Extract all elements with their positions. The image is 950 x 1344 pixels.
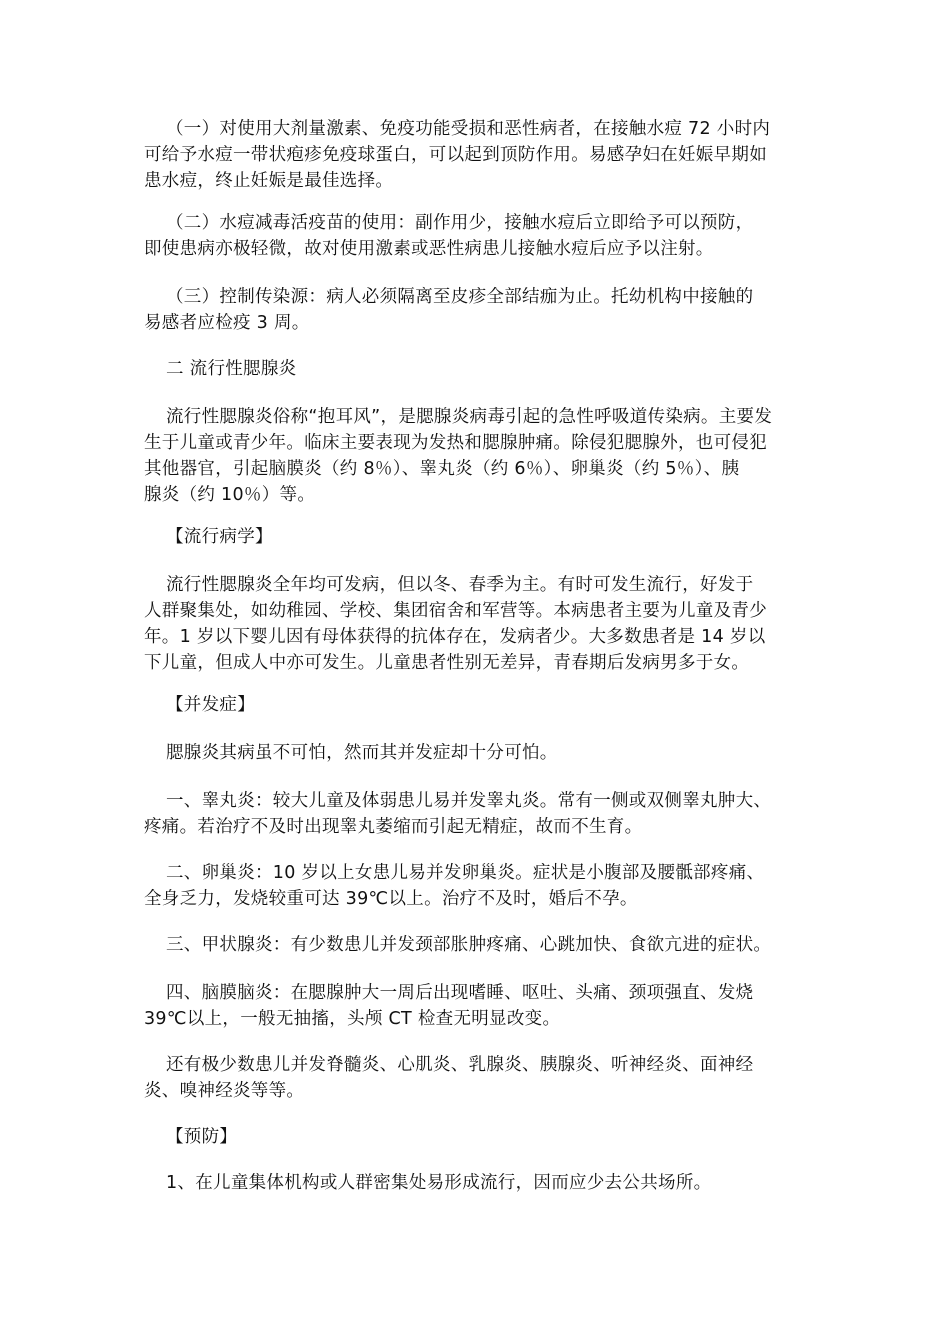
paragraph-prevention-1	[144, 1170, 812, 1196]
text-line: 流行性腮腺炎全年均可发病，但以冬、春季为主。有时可发生流行，好发于	[166, 575, 754, 595]
text-line: 1、在儿童集体机构或人群密集处易形成流行，因而应少去公共场所。	[166, 1173, 712, 1193]
text-line: （二）水痘减毒活疫苗的使用：副作用少，接触水痘后立即给予可以预防，	[166, 213, 754, 233]
text-line: 生于儿童或青少年。临床主要表现为发热和腮腺肿痛。除侵犯腮腺外，也可侵犯	[144, 433, 767, 453]
text-line: 人群聚集处，如幼稚园、学校、集团宿舍和军营等。本病患者主要为儿童及青少	[144, 601, 767, 621]
text-line: 还有极少数患儿并发脊髓炎、心肌炎、乳腺炎、胰腺炎、听神经炎、面神经	[166, 1055, 754, 1075]
section-heading-prevention	[144, 1124, 812, 1150]
text-line: 三、甲状腺炎：有少数患儿并发颈部胀肿疼痛、心跳加快、食欲亢进的症状。	[166, 935, 772, 955]
heading-text: 【预防】	[166, 1127, 238, 1147]
text-line: 39℃以上，一般无抽搐，头颅 CT 检查无明显改变。	[144, 1009, 561, 1029]
paragraph-thyroiditis	[144, 932, 812, 958]
paragraph-epidemiology	[144, 572, 812, 676]
paragraph-mumps-intro	[144, 404, 812, 508]
paragraph-orchitis	[144, 788, 812, 840]
text-line: （一）对使用大剂量激素、免疫功能受损和恶性病者，在接触水痘 72 小时内	[166, 119, 771, 139]
heading-text: 【流行病学】	[166, 527, 273, 547]
section-heading-mumps	[144, 356, 812, 382]
paragraph-infection-control	[144, 284, 812, 336]
section-heading-complications	[144, 692, 812, 718]
paragraph-oophoritis	[144, 860, 812, 912]
text-line: 年。1 岁以下婴儿因有母体获得的抗体存在，发病者少。大多数患者是 14 岁以	[144, 627, 766, 647]
text-line: 炎、嗅神经炎等等。	[144, 1081, 305, 1101]
section-heading-epidemiology	[144, 524, 812, 550]
text-line: 疼痛。若治疗不及时出现睾丸萎缩而引起无精症，故而不生育。	[144, 817, 643, 837]
paragraph-varicella-prevention-1	[144, 116, 812, 194]
text-line: 二、卵巢炎：10 岁以上女患儿易并发卵巢炎。症状是小腹部及腰骶部疼痛、	[166, 863, 765, 883]
text-line: 一、睾丸炎：较大儿童及体弱患儿易并发睾丸炎。常有一侧或双侧睾丸肿大、	[166, 791, 772, 811]
text-line: 腮腺炎其病虽不可怕，然而其并发症却十分可怕。	[166, 743, 558, 763]
text-line: 易感者应检疫 3 周。	[144, 313, 310, 333]
text-line: 可给予水痘一带状疱疹免疫球蛋白，可以起到顶防作用。易感孕妇在妊娠早期如	[144, 145, 767, 165]
text-line: 即使患病亦极轻微，故对使用激素或恶性病患儿接触水痘后应予以注射。	[144, 239, 714, 259]
text-line: 下儿童，但成人中亦可发生。儿童患者性别无差异，青春期后发病男多于女。	[144, 653, 750, 673]
text-line: 四、脑膜脑炎：在腮腺肿大一周后出现嗜睡、呕吐、头痛、颈项强直、发烧	[166, 983, 754, 1003]
text-line: 流行性腮腺炎俗称“抱耳风”，是腮腺炎病毒引起的急性呼吸道传染病。主要发	[166, 407, 773, 427]
text-line: 全身乏力，发烧较重可达 39℃以上。治疗不及时，婚后不孕。	[144, 889, 638, 909]
text-line: （三）控制传染源：病人必须隔离至皮疹全部结痂为止。托幼机构中接触的	[166, 287, 754, 307]
text-line: 其他器官，引起脑膜炎（约 8％）、睾丸炎（约 6％）、卵巢炎（约 5％）、胰	[144, 459, 740, 479]
text-line: 腺炎（约 10％）等。	[144, 485, 316, 505]
paragraph-varicella-vaccine	[144, 210, 812, 262]
paragraph-meningoencephalitis	[144, 980, 812, 1032]
heading-text: 【并发症】	[166, 695, 255, 715]
paragraph-rare-complications	[144, 1052, 812, 1104]
text-line: 患水痘，终止妊娠是最佳选择。	[144, 171, 394, 191]
heading-text: 二 流行性腮腺炎	[166, 359, 297, 379]
paragraph-complications-intro	[144, 740, 812, 766]
